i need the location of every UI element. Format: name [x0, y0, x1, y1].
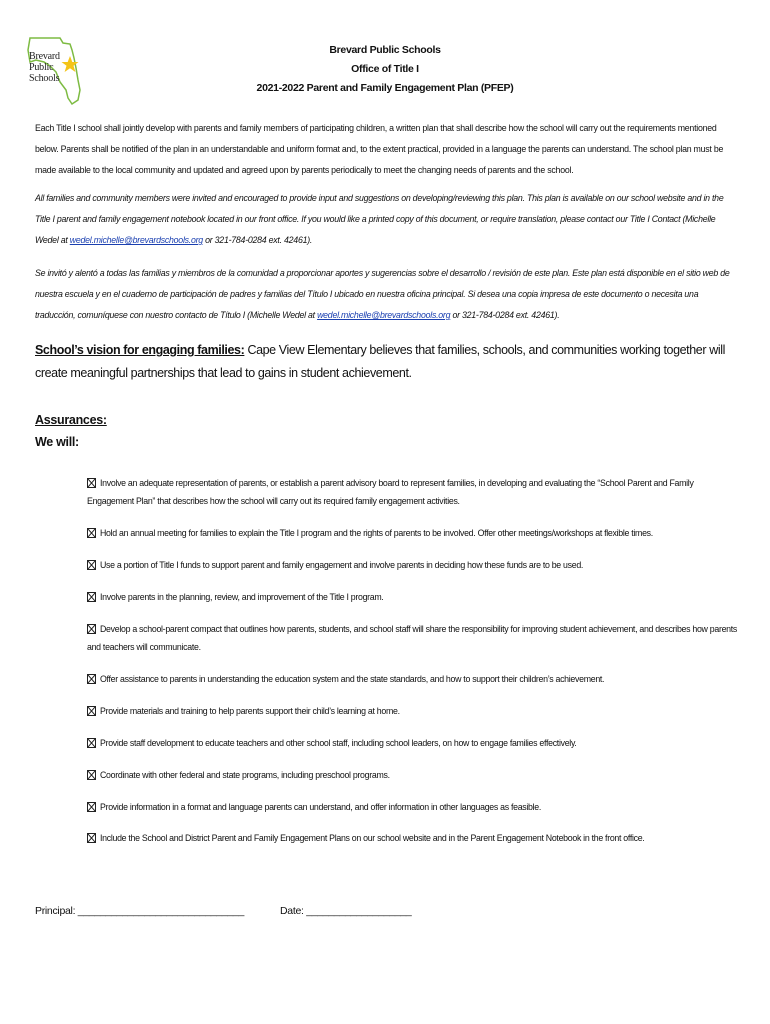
- assurances-heading: Assurances:: [35, 413, 107, 427]
- logo-line: Public: [29, 62, 54, 73]
- assurance-text: Use a portion of Title I funds to support parent and family engagement and involve parents in deciding how these funds are to be used.: [100, 560, 584, 570]
- plan-title: 2021-2022 Parent and Family Engagement Plan (PFEP): [256, 82, 514, 94]
- checked-checkbox-icon[interactable]: [87, 674, 96, 684]
- spanish-notice-text-end: or 321-784-0284 ext. 42461).: [450, 310, 560, 320]
- vision-label: School’s vision for engaging families:: [35, 343, 245, 357]
- spanish-notice-paragraph: [35, 263, 740, 326]
- logo-line: Schools: [29, 73, 60, 84]
- assurance-text: Provide staff development to educate teachers and other school staff, including school leaders, on how to engage families effectively.: [100, 738, 577, 748]
- english-notice-text-end: or 321-784-0284 ext. 42461).: [202, 235, 313, 245]
- assurance-item: [87, 588, 742, 606]
- assurance-item: [87, 702, 742, 720]
- district-name: Brevard Public Schools: [329, 44, 441, 56]
- vision-text: Cape View Elementary believes that families, schools, and communities working together will create meaningful partnerships that lead to gains in student achievement.: [35, 343, 725, 380]
- assurance-item: [87, 829, 742, 847]
- checked-checkbox-icon[interactable]: [87, 802, 96, 812]
- english-contact-email-link[interactable]: wedel.michelle@brevardschools.org: [69, 235, 203, 245]
- date-signature-line[interactable]: Date: ___________________: [280, 905, 412, 917]
- intro-paragraph: Each Title I school shall jointly develop with parents and family members of participating children, a written plan that shall describe how the school will carry out the requirements mentioned below. Parents shall be notified of the plan in an understandable and uniform format and, to the extent practical, provided in a language the parents can understand. The school plan must be made available to the local community and updated and agreed upon by parents periodically to meet the changing needs of parents and the school.: [35, 123, 724, 175]
- english-notice-text: All families and community members were invited and encouraged to provide input and suggestions on developing/reviewing this plan. This plan is available on our school website and in the Title I parent and family engagement notebook located in our front office. If you would like a printed copy of this document, or require translation, please contact our Title I Contact (Michelle Wedel at: [35, 193, 724, 245]
- principal-signature-line[interactable]: Principal: ______________________________: [35, 905, 244, 917]
- checked-checkbox-icon[interactable]: [87, 592, 96, 602]
- assurance-text: Include the School and District Parent and Family Engagement Plans on our school website and in the Parent Engagement Notebook in the front office.: [100, 833, 645, 843]
- logo-line: Brevard: [29, 51, 60, 62]
- checked-checkbox-icon[interactable]: [87, 738, 96, 748]
- assurance-item: [87, 734, 742, 752]
- checked-checkbox-icon[interactable]: [87, 624, 96, 634]
- assurance-text: Involve an adequate representation of parents, or establish a parent advisory board to represent families, in developing and evaluating the “School Parent and Family Engagement Plan” that describes how the school will carry out its required family engagement activities.: [87, 478, 694, 506]
- assurance-item: [87, 670, 742, 688]
- vision-statement: [35, 339, 735, 385]
- we-will-subheading: We will:: [35, 435, 79, 449]
- assurance-item: [87, 798, 742, 816]
- assurance-text: Provide materials and training to help parents support their child’s learning at home.: [100, 706, 400, 716]
- spanish-notice-text: Se invitó y alentó a todas las familias y miembros de la comunidad a proporcionar aportes y sugerencias sobre el desarrollo / revisión de este plan. Este plan está disponible en el sitio web de nuestra escuela y en el cuaderno de participación de padres y familias del Título I ubicado en nuestra oficina principal. Si desea una copia impresa de este documento o necesita una traducción, comuníquese con nuestro contacto de Título I (Michelle Wedel at: [35, 268, 730, 320]
- checked-checkbox-icon[interactable]: [87, 770, 96, 780]
- spanish-contact-email-link[interactable]: wedel.michelle@brevardschools.org: [317, 310, 451, 320]
- checked-checkbox-icon[interactable]: [87, 478, 96, 488]
- checked-checkbox-icon[interactable]: [87, 560, 96, 570]
- assurance-text: Develop a school-parent compact that outlines how parents, students, and school staff will share the responsibility for improving student achievement, and describes how parents and teachers will communicate.: [87, 624, 737, 652]
- assurance-item: [87, 474, 742, 510]
- assurance-text: Involve parents in the planning, review, and improvement of the Title I program.: [100, 592, 384, 602]
- english-notice-paragraph: [35, 188, 740, 251]
- checked-checkbox-icon[interactable]: [87, 833, 96, 843]
- assurance-item: [87, 766, 742, 784]
- checked-checkbox-icon[interactable]: [87, 706, 96, 716]
- assurance-item: [87, 620, 742, 656]
- office-name: Office of Title I: [351, 63, 419, 75]
- assurances-heading-block: [35, 409, 107, 453]
- checked-checkbox-icon[interactable]: [87, 528, 96, 538]
- assurance-item: [87, 556, 742, 574]
- assurance-text: Hold an annual meeting for families to explain the Title I program and the rights of parents to be involved. Offer other meetings/workshops at flexible times.: [100, 528, 653, 538]
- assurance-item: [87, 524, 742, 542]
- assurance-text: Offer assistance to parents in understanding the education system and the state standards, and how to support their children’s achievement.: [100, 674, 605, 684]
- assurance-text: Provide information in a format and language parents can understand, and offer information in other languages as feasible.: [100, 802, 542, 812]
- document-header: [0, 41, 770, 98]
- assurance-text: Coordinate with other federal and state programs, including preschool programs.: [100, 770, 390, 780]
